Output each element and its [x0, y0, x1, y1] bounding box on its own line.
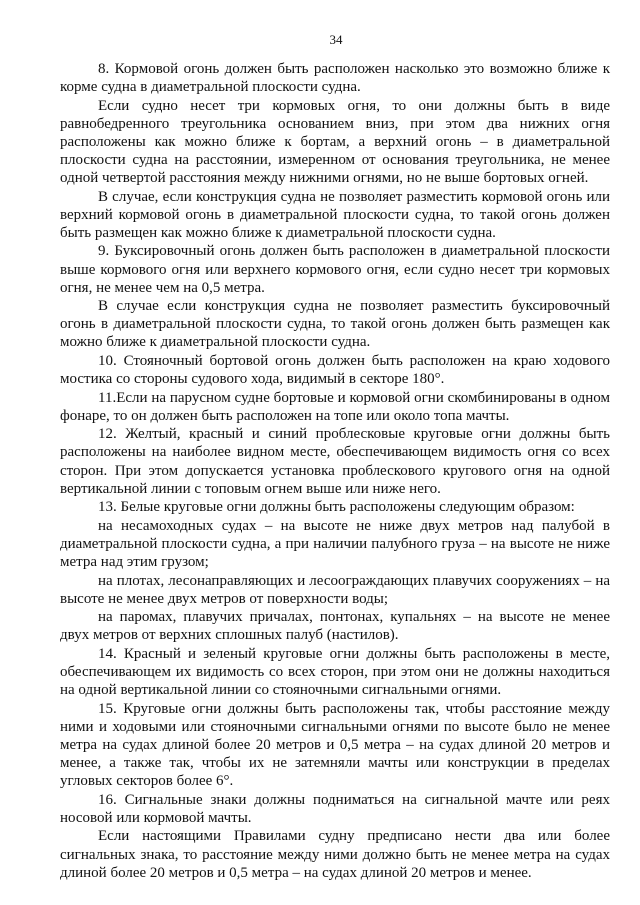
paragraph-item-15: 15. Круговые огни должны быть расположены так, чтобы расстояние между ними и ходовыми или стояночными сигнальными огнями по высоте было не менее метра на судах длиной более 20 метров и 0,5 метра – на судах длиной 20 метров и менее, а также так, чтобы их не затемняли мачты или конструкции в пределах угловых секторов более 6°. — [60, 700, 610, 790]
paragraph-item-10: 10. Стояночный бортовой огонь должен быть расположен на краю ходового мостика со стороны судового хода, видимый в секторе 180°. — [60, 353, 610, 388]
paragraph-non-self-propelled: на несамоходных судах – на высоте не ниже двух метров над палубой в диаметральной плоскости судна, а при наличии палубного груза – на высоте не ниже метра над этим грузом; — [60, 517, 610, 571]
paragraph-ferries: на паромах, плавучих причалах, понтонах, купальнях – на высоте не менее двух метров от верхних сплошных палуб (настилов). — [60, 609, 610, 644]
paragraph-item-14: 14. Красный и зеленый круговые огни должны быть расположены в месте, обеспечивающем их видимость со всех сторон, при этом они не должны находиться на одной вертикальной линии со стояночными сигнальными огнями. — [60, 646, 610, 699]
paragraph-item-12: 12. Желтый, красный и синий проблесковые круговые огни должны быть расположены на наиболее видном месте, обеспечивающем видимость огня со всех сторон. При этом допускается установка проблескового кругового огня на одной вертикальной линии с топовым огнем выше или ниже него. — [60, 426, 610, 497]
page-number: 34 — [329, 32, 343, 47]
paragraph-item-11: 11.Если на парусном судне бортовые и кормовой огни скомбинированы в одном фонаре, то он должен быть расположен на топе или около топа мачты. — [60, 389, 610, 424]
paragraph-item-8: 8. Кормовой огонь должен быть расположен насколько это возможно ближе к корме судна в диаметральной плоскости судна. — [60, 61, 610, 96]
document-page — [60, 32, 610, 882]
paragraph-towing-light-exception: В случае если конструкция судна не позволяет разместить буксировочный огонь в диаметральной плоскости судна, то такой огонь должен быть размещен как можно ближе к диаметральной плоскости судна. — [60, 298, 610, 351]
paragraph-item-16: 16. Сигнальные знаки должны подниматься на сигнальной мачте или реях носовой или кормовой мачты. — [60, 791, 610, 826]
paragraph-item-9: 9. Буксировочный огонь должен быть расположен в диаметральной плоскости выше кормового огня или верхнего кормового огня, если судно несет три кормовых огня, не менее чем на 0,5 метра. — [60, 243, 610, 296]
paragraph-stern-light-exception: В случае, если конструкция судна не позволяет разместить кормовой огонь или верхний кормовой огонь в диаметральной плоскости судна, то такой огонь должен быть размещен как можно ближе к диаметральной плоскости судна. — [60, 188, 610, 241]
paragraph-rafts: на плотах, лесонаправляющих и лесоограждающих плавучих сооружениях – на высоте не менее двух метров от поверхности воды; — [60, 572, 610, 607]
paragraph-signal-shapes: Если настоящими Правилами судну предписано нести два или более сигнальных знака, то расстояние между ними должно быть не менее метра на судах длиной более 20 метров и 0,5 метра – на судах длиной 20 метров и менее. — [60, 828, 610, 881]
paragraph-item-13: 13. Белые круговые огни должны быть расположены следующим образом: — [98, 499, 575, 516]
paragraph-three-stern-lights: Если судно несет три кормовых огня, то они должны быть в виде равнобедренного треугольника основанием вниз, при этом два нижних огня расположены как можно ближе к бортам, а верхний огонь – в диаметральной плоскости судна на расстоянии, измеренном от основания треугольника, не менее одной четвертой расстояния между нижними огнями, но не выше бортовых огней. — [60, 97, 610, 187]
